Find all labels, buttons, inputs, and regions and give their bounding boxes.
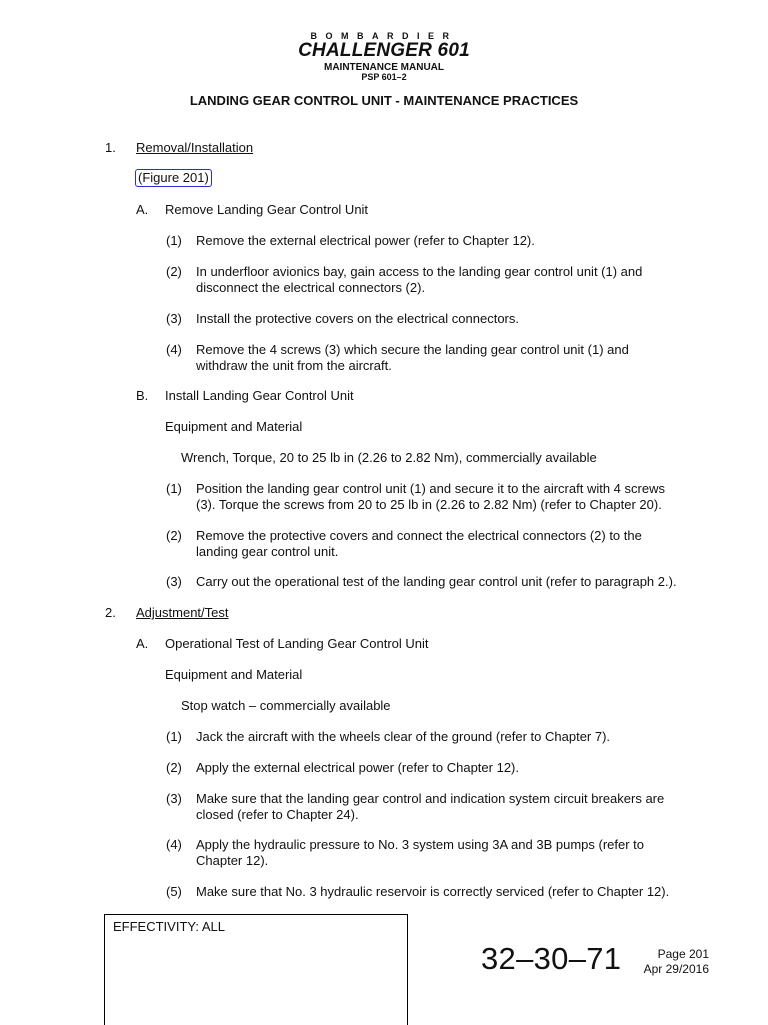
equipment-heading: Equipment and Material xyxy=(165,667,303,682)
step-text: disconnect the electrical connectors (2). xyxy=(196,280,426,295)
step-text: withdraw the unit from the aircraft. xyxy=(196,358,392,373)
step-number: (2) xyxy=(166,760,182,775)
product-logo: CHALLENGER 601 xyxy=(298,40,470,61)
page-title: LANDING GEAR CONTROL UNIT - MAINTENANCE PRACTICES xyxy=(189,93,579,108)
section-title: Adjustment/Test xyxy=(136,605,229,620)
section-number: 2. xyxy=(105,605,116,620)
manual-name: MAINTENANCE MANUAL xyxy=(324,62,444,73)
subsection-title: Remove Landing Gear Control Unit xyxy=(165,202,369,217)
step-text: Apply the external electrical power (refer to Chapter 12). xyxy=(196,760,519,775)
figure-link[interactable]: (Figure 201) xyxy=(135,169,212,187)
step-number: (2) xyxy=(166,528,182,543)
section-number: 1. xyxy=(105,140,116,155)
step-text: In underfloor avionics bay, gain access to the landing gear control unit (1) and xyxy=(196,264,643,279)
step-number: (4) xyxy=(166,342,182,357)
step-text: Remove the protective covers and connect the electrical connectors (2) to the xyxy=(196,528,642,543)
step-text: Remove the 4 screws (3) which secure the landing gear control unit (1) and xyxy=(196,342,629,357)
revision-date: Apr 29/2016 xyxy=(643,962,709,976)
subsection-title: Operational Test of Landing Gear Control Unit xyxy=(165,636,429,651)
equipment-heading: Equipment and Material xyxy=(165,419,303,434)
step-text: Make sure that No. 3 hydraulic reservoir is correctly serviced (refer to Chapter 12). xyxy=(196,884,670,899)
section-title: Removal/Installation xyxy=(136,140,254,155)
step-number: (3) xyxy=(166,574,182,589)
subsection-letter: A. xyxy=(136,202,149,217)
step-text: landing gear control unit. xyxy=(196,544,339,559)
step-number: (3) xyxy=(166,791,182,806)
page-number: Page 201 xyxy=(657,947,709,961)
step-text: (3). Torque the screws from 20 to 25 lb in (2.26 to 2.82 Nm) (refer to Chapter 20). xyxy=(196,497,662,512)
step-number: (1) xyxy=(166,233,182,248)
equipment-item: Stop watch – commercially available xyxy=(181,698,391,713)
step-number: (4) xyxy=(166,837,182,852)
step-text: Position the landing gear control unit (1) and secure it to the aircraft with 4 screws xyxy=(196,481,665,496)
step-text: Remove the external electrical power (refer to Chapter 12). xyxy=(196,233,535,248)
step-text: Chapter 12). xyxy=(196,853,269,868)
step-number: (3) xyxy=(166,311,182,326)
brand-name: BOMBARDIER xyxy=(310,31,458,41)
step-number: (1) xyxy=(166,481,182,496)
effectivity-label: EFFECTIVITY: ALL xyxy=(113,919,225,934)
subsection-letter: A. xyxy=(136,636,149,651)
subsection-letter: B. xyxy=(136,388,149,403)
step-text: Make sure that the landing gear control and indication system circuit breakers are xyxy=(196,791,665,806)
step-text: Carry out the operational test of the landing gear control unit (refer to paragraph 2.). xyxy=(196,574,677,589)
step-text: closed (refer to Chapter 24). xyxy=(196,807,359,822)
step-number: (5) xyxy=(166,884,182,899)
step-text: Jack the aircraft with the wheels clear of the ground (refer to Chapter 7). xyxy=(196,729,611,744)
chapter-code: 32–30–71 xyxy=(481,941,622,976)
step-number: (2) xyxy=(166,264,182,279)
step-text: Install the protective covers on the electrical connectors. xyxy=(196,311,519,326)
document-id: PSP 601–2 xyxy=(361,72,407,82)
subsection-title: Install Landing Gear Control Unit xyxy=(165,388,354,403)
step-text: Apply the hydraulic pressure to No. 3 system using 3A and 3B pumps (refer to xyxy=(196,837,645,852)
equipment-item: Wrench, Torque, 20 to 25 lb in (2.26 to 2.82 Nm), commercially available xyxy=(181,450,597,465)
step-number: (1) xyxy=(166,729,182,744)
